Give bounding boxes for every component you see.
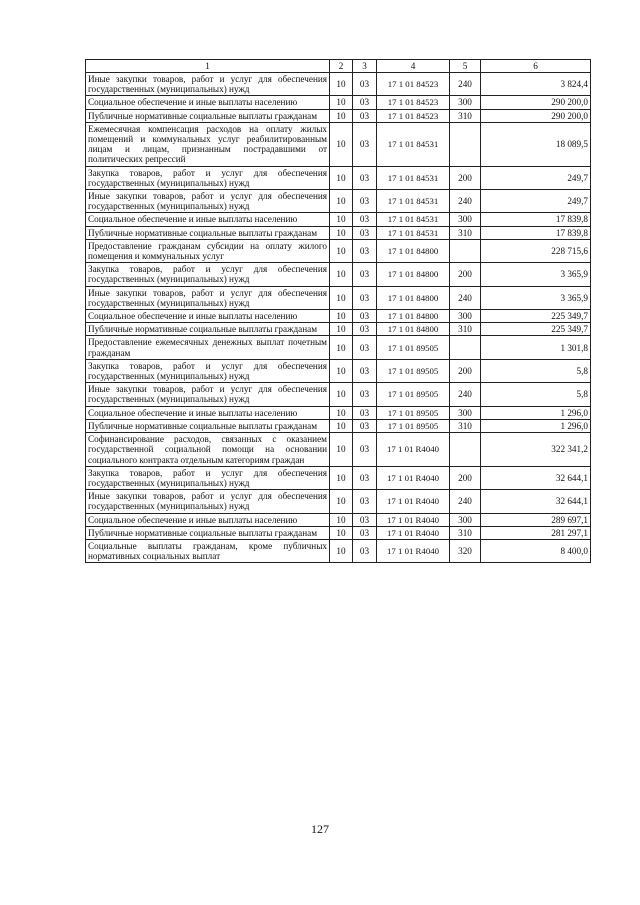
row-description: Социальное обеспечение и иные выплаты населению: [86, 513, 330, 526]
table-row: [86, 286, 591, 309]
row-expense-type: 300: [450, 310, 481, 323]
row-amount: 8 400,0: [481, 539, 591, 562]
row-description: Публичные нормативные социальные выплаты гражданам: [86, 526, 330, 539]
row-target-article: 17 1 01 84800: [377, 310, 450, 323]
row-expense-type: [450, 239, 481, 262]
table-row: [86, 406, 591, 419]
row-description: Социальное обеспечение и иные выплаты населению: [86, 96, 330, 109]
row-section: 10: [330, 286, 353, 309]
row-target-article: 17 1 01 R4040: [377, 513, 450, 526]
row-description: Закупка товаров, работ и услуг для обеспечения государственных (муниципальных) нужд: [86, 466, 330, 489]
row-expense-type: 310: [450, 323, 481, 336]
row-amount: 32 644,1: [481, 466, 591, 489]
row-expense-type: [450, 122, 481, 166]
row-expense-type: 300: [450, 513, 481, 526]
row-subsection: 03: [353, 109, 377, 122]
row-expense-type: 240: [450, 286, 481, 309]
row-subsection: 03: [353, 526, 377, 539]
table-row: [86, 190, 591, 213]
row-description: Публичные нормативные социальные выплаты гражданам: [86, 226, 330, 239]
row-amount: 1 296,0: [481, 406, 591, 419]
table-row: [86, 526, 591, 539]
row-amount: 18 089,5: [481, 122, 591, 166]
row-target-article: 17 1 01 84800: [377, 239, 450, 262]
row-expense-type: 240: [450, 490, 481, 513]
row-target-article: 17 1 01 84800: [377, 286, 450, 309]
row-expense-type: 240: [450, 383, 481, 406]
table-row: [86, 122, 591, 166]
row-expense-type: 300: [450, 213, 481, 226]
row-subsection: 03: [353, 190, 377, 213]
table-row: [86, 226, 591, 239]
row-section: 10: [330, 490, 353, 513]
table-row: [86, 239, 591, 262]
row-subsection: 03: [353, 513, 377, 526]
row-subsection: 03: [353, 406, 377, 419]
row-amount: 5,8: [481, 383, 591, 406]
row-description: Социальное обеспечение и иные выплаты населению: [86, 310, 330, 323]
table-body: [86, 73, 591, 563]
row-subsection: 03: [353, 286, 377, 309]
table-row: [86, 513, 591, 526]
row-expense-type: 240: [450, 73, 481, 96]
table-row: [86, 96, 591, 109]
row-target-article: 17 1 01 89505: [377, 419, 450, 432]
row-expense-type: 200: [450, 166, 481, 189]
row-description: Социальные выплаты гражданам, кроме публичных нормативных социальных выплат: [86, 539, 330, 562]
row-description: Предоставление гражданам субсидии на оплату жилого помещения и коммунальных услуг: [86, 239, 330, 262]
row-description: Закупка товаров, работ и услуг для обеспечения государственных (муниципальных) нужд: [86, 263, 330, 286]
row-description: Иные закупки товаров, работ и услуг для обеспечения государственных (муниципальных) нужд: [86, 73, 330, 96]
column-header: 3: [353, 60, 377, 73]
row-expense-type: 200: [450, 466, 481, 489]
row-target-article: 17 1 01 84800: [377, 323, 450, 336]
row-description: Софинансирование расходов, связанных с оказанием государственной социальной помощи на основании социального контракта отдельным категориям граждан: [86, 433, 330, 467]
row-target-article: 17 1 01 89505: [377, 336, 450, 359]
row-description: Иные закупки товаров, работ и услуг для обеспечения государственных (муниципальных) нужд: [86, 490, 330, 513]
row-subsection: 03: [353, 433, 377, 467]
budget-table: [85, 59, 591, 563]
row-amount: 3 824,4: [481, 73, 591, 96]
table-header-row: [86, 60, 591, 73]
row-description: Закупка товаров, работ и услуг для обеспечения государственных (муниципальных) нужд: [86, 166, 330, 189]
row-target-article: 17 1 01 R4040: [377, 490, 450, 513]
row-expense-type: 300: [450, 406, 481, 419]
row-section: 10: [330, 190, 353, 213]
row-section: 10: [330, 239, 353, 262]
row-subsection: 03: [353, 226, 377, 239]
column-header: 1: [86, 60, 330, 73]
row-target-article: 17 1 01 R4040: [377, 433, 450, 467]
row-target-article: 17 1 01 84800: [377, 263, 450, 286]
row-subsection: 03: [353, 539, 377, 562]
row-target-article: 17 1 01 R4040: [377, 526, 450, 539]
row-expense-type: 200: [450, 359, 481, 382]
row-expense-type: 300: [450, 96, 481, 109]
column-header: 2: [330, 60, 353, 73]
row-target-article: 17 1 01 89505: [377, 383, 450, 406]
row-section: 10: [330, 122, 353, 166]
row-subsection: 03: [353, 213, 377, 226]
row-amount: 228 715,6: [481, 239, 591, 262]
table-row: [86, 213, 591, 226]
row-amount: 281 297,1: [481, 526, 591, 539]
row-target-article: 17 1 01 84531: [377, 166, 450, 189]
row-amount: 1 296,0: [481, 419, 591, 432]
row-section: 10: [330, 526, 353, 539]
row-expense-type: 310: [450, 226, 481, 239]
column-header: 6: [481, 60, 591, 73]
table-row: [86, 263, 591, 286]
row-section: 10: [330, 466, 353, 489]
row-section: 10: [330, 310, 353, 323]
table-row: [86, 490, 591, 513]
row-target-article: 17 1 01 84523: [377, 109, 450, 122]
row-description: Закупка товаров, работ и услуг для обеспечения государственных (муниципальных) нужд: [86, 359, 330, 382]
table-row: [86, 433, 591, 467]
row-section: 10: [330, 109, 353, 122]
row-target-article: 17 1 01 84531: [377, 122, 450, 166]
row-section: 10: [330, 73, 353, 96]
row-subsection: 03: [353, 490, 377, 513]
row-subsection: 03: [353, 323, 377, 336]
row-description: Иные закупки товаров, работ и услуг для обеспечения государственных (муниципальных) нужд: [86, 190, 330, 213]
row-subsection: 03: [353, 336, 377, 359]
row-section: 10: [330, 166, 353, 189]
table-row: [86, 419, 591, 432]
row-description: Публичные нормативные социальные выплаты гражданам: [86, 419, 330, 432]
row-target-article: 17 1 01 84531: [377, 190, 450, 213]
row-expense-type: 310: [450, 526, 481, 539]
row-amount: 249,7: [481, 190, 591, 213]
row-description: Социальное обеспечение и иные выплаты населению: [86, 406, 330, 419]
table-row: [86, 109, 591, 122]
row-description: Ежемесячная компенсация расходов на оплату жилых помещений и коммунальных услуг реабилитированным лицам и лицам, признанным пострадавшими от политических репрессий: [86, 122, 330, 166]
row-subsection: 03: [353, 96, 377, 109]
table-row: [86, 539, 591, 562]
row-subsection: 03: [353, 239, 377, 262]
row-expense-type: 200: [450, 263, 481, 286]
row-target-article: 17 1 01 R4040: [377, 539, 450, 562]
row-description: Иные закупки товаров, работ и услуг для обеспечения государственных (муниципальных) нужд: [86, 286, 330, 309]
row-amount: 3 365,9: [481, 286, 591, 309]
row-description: Иные закупки товаров, работ и услуг для обеспечения государственных (муниципальных) нужд: [86, 383, 330, 406]
row-section: 10: [330, 213, 353, 226]
row-section: 10: [330, 383, 353, 406]
row-section: 10: [330, 406, 353, 419]
row-expense-type: [450, 433, 481, 467]
row-section: 10: [330, 513, 353, 526]
row-section: 10: [330, 336, 353, 359]
row-description: Предоставление ежемесячных денежных выплат почетным гражданам: [86, 336, 330, 359]
table-row: [86, 166, 591, 189]
row-section: 10: [330, 323, 353, 336]
row-target-article: 17 1 01 84523: [377, 73, 450, 96]
row-section: 10: [330, 419, 353, 432]
row-subsection: 03: [353, 419, 377, 432]
row-amount: 32 644,1: [481, 490, 591, 513]
row-amount: 225 349,7: [481, 323, 591, 336]
row-description: Публичные нормативные социальные выплаты гражданам: [86, 109, 330, 122]
row-subsection: 03: [353, 466, 377, 489]
page-number: 127: [311, 822, 329, 836]
row-amount: 322 341,2: [481, 433, 591, 467]
row-expense-type: 320: [450, 539, 481, 562]
row-expense-type: [450, 336, 481, 359]
row-subsection: 03: [353, 310, 377, 323]
row-subsection: 03: [353, 383, 377, 406]
row-amount: 5,8: [481, 359, 591, 382]
row-amount: 289 697,1: [481, 513, 591, 526]
row-expense-type: 240: [450, 190, 481, 213]
table-row: [86, 383, 591, 406]
row-target-article: 17 1 01 84531: [377, 213, 450, 226]
row-target-article: 17 1 01 84523: [377, 96, 450, 109]
row-expense-type: 310: [450, 109, 481, 122]
row-amount: 3 365,9: [481, 263, 591, 286]
row-target-article: 17 1 01 R4040: [377, 466, 450, 489]
row-amount: 249,7: [481, 166, 591, 189]
row-subsection: 03: [353, 122, 377, 166]
table-row: [86, 466, 591, 489]
row-target-article: 17 1 01 89505: [377, 359, 450, 382]
row-target-article: 17 1 01 89505: [377, 406, 450, 419]
column-header: 5: [450, 60, 481, 73]
table-row: [86, 73, 591, 96]
row-subsection: 03: [353, 263, 377, 286]
column-header: 4: [377, 60, 450, 73]
row-section: 10: [330, 226, 353, 239]
row-description: Социальное обеспечение и иные выплаты населению: [86, 213, 330, 226]
row-section: 10: [330, 539, 353, 562]
row-subsection: 03: [353, 166, 377, 189]
row-section: 10: [330, 263, 353, 286]
row-amount: 17 839,8: [481, 213, 591, 226]
row-expense-type: 310: [450, 419, 481, 432]
row-amount: 17 839,8: [481, 226, 591, 239]
row-section: 10: [330, 96, 353, 109]
table-row: [86, 323, 591, 336]
row-target-article: 17 1 01 84531: [377, 226, 450, 239]
table-row: [86, 336, 591, 359]
row-amount: 290 200,0: [481, 109, 591, 122]
row-section: 10: [330, 433, 353, 467]
row-amount: 225 349,7: [481, 310, 591, 323]
row-description: Публичные нормативные социальные выплаты гражданам: [86, 323, 330, 336]
row-amount: 290 200,0: [481, 96, 591, 109]
table-row: [86, 359, 591, 382]
row-subsection: 03: [353, 359, 377, 382]
row-subsection: 03: [353, 73, 377, 96]
table-row: [86, 310, 591, 323]
row-amount: 1 301,8: [481, 336, 591, 359]
row-section: 10: [330, 359, 353, 382]
